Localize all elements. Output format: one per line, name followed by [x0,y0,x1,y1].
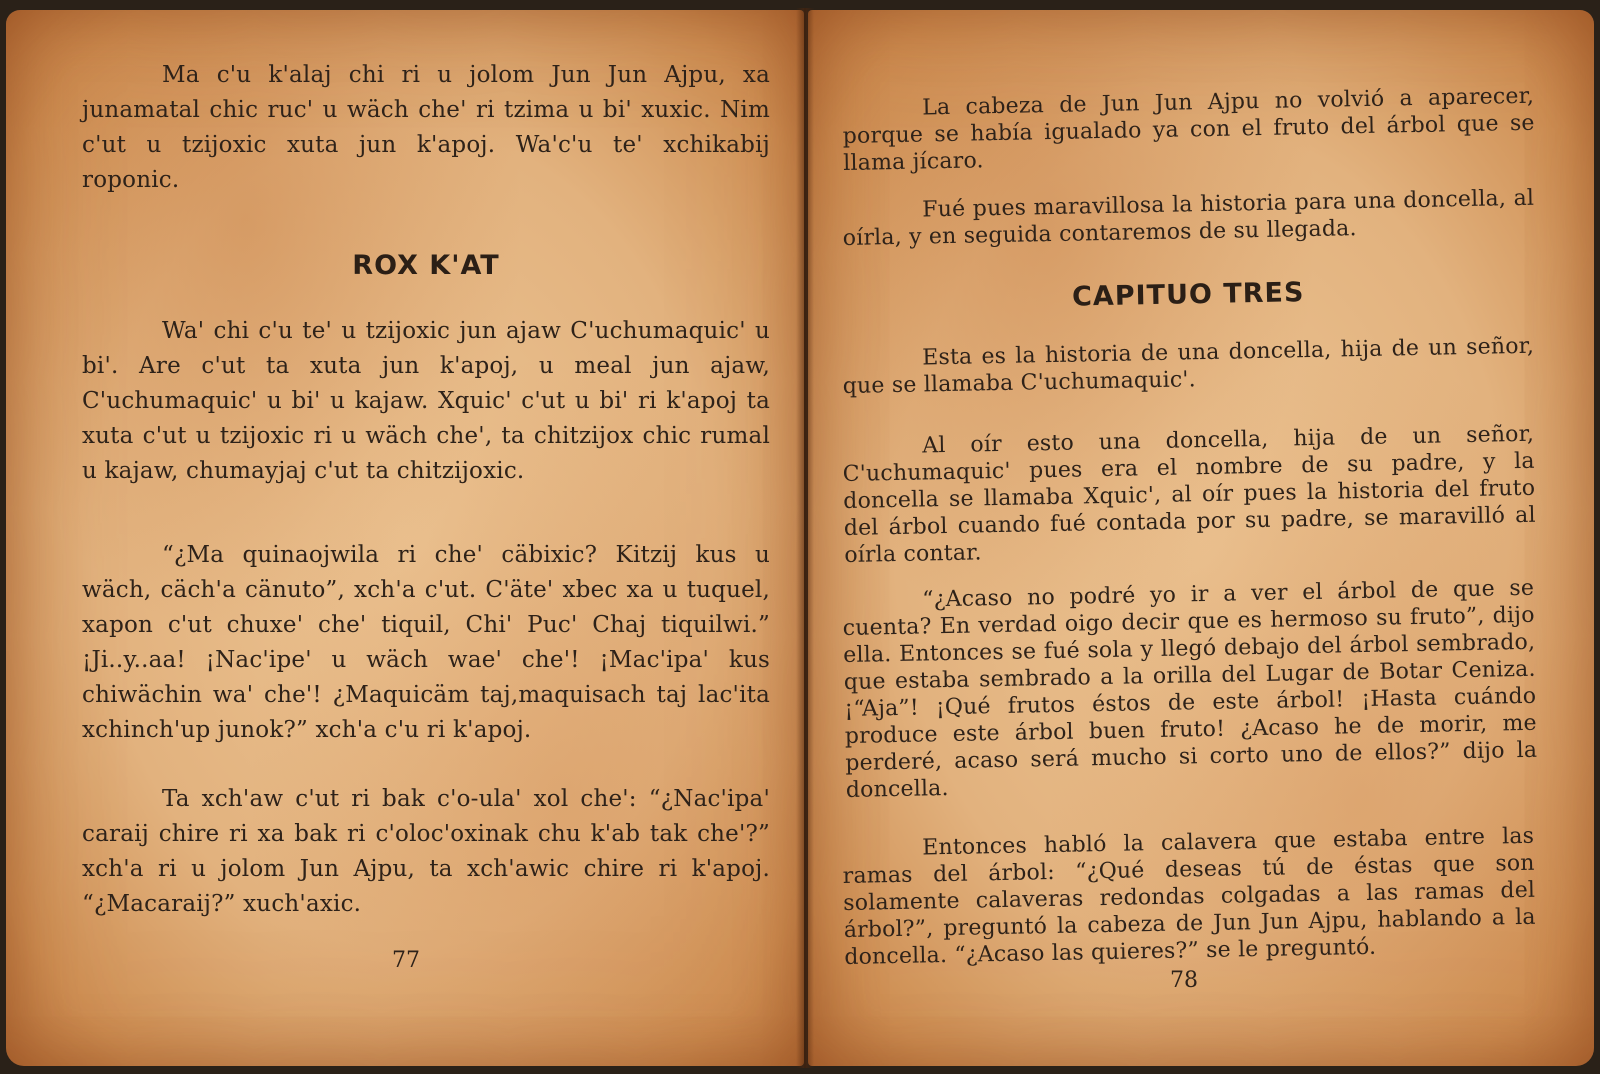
right-column-4 [842,421,1536,569]
right-column-3 [842,333,1535,400]
right-column-6 [842,823,1536,971]
left-page [6,10,804,1066]
right-paragraph-5: “¿Acaso no podré yo ir a ver el árbol de que se cuenta? En verdad oigo decir que es hermoso su fruto”, dijo ella. Entonces se fué sola y llegó debajo del árbol sembrado, que estaba sembrado a la orilla del Lugar de Botar Ceniza. ¡“Aja”! ¡Qué frutos éstos de este árbol! ¡Hasta cuándo produce este árbol buen fruto! ¿Acaso he de morir, me perderé, acaso será mucho si corto uno de ellos?” dijo la doncella. [842,575,1538,803]
book-gutter [796,8,814,1068]
left-paragraph-1: Ma c'u k'alaj chi ri u jolom Jun Jun Ajpu, xa junamatal chic ruc' u wäch che' ri tzima u bi' xuxic. Nim c'ut u tzijoxic xuta jun k'apoj. Wa'c'u te' xchikabij roponic. [82,62,770,193]
left-heading-block [82,250,770,281]
chapter-heading-left: ROX K'AT [352,250,500,281]
left-column [82,58,770,198]
right-column-2 [842,185,1535,252]
right-page [808,10,1594,1066]
chapter-heading-right: CAPITUO TRES [1071,277,1305,313]
left-column-4 [82,782,770,922]
page-number-right: 78 [1170,968,1198,993]
right-paragraph-2: Fué pues maravillosa la historia para una doncella, al oírla, y en seguida contaremos de su llegada. [842,185,1535,251]
right-paragraph-4: Al oír esto una doncella, hija de un señor, C'uchumaquic' pues era el nombre de su padre, y la doncella se llamaba Xquic', al oír pues la historia del fruto del árbol cuando fué contada por su padre, se maravilló al oírla contar. [842,421,1536,568]
left-column-3 [82,538,770,748]
page-number-left: 77 [392,948,420,973]
right-paragraph-6: Entonces habló la calavera que estaba entre las ramas del árbol: “¿Qué deseas tú de éstas que son solamente calaveras redondas colgadas a las ramas del árbol?”, preguntó la cabeza de Jun Jun Ajpu, hablando a la doncella. “¿Acaso las quieres?” se le preguntó. [842,823,1536,970]
right-column-5 [842,575,1538,804]
left-paragraph-4: Ta xch'aw c'ut ri bak c'o-ula' xol che': “¿Nac'ipa' caraij chire ri xa bak ri c'oloc'oxinak chu k'ab tak che'?” xch'a ri u jolom Jun Ajpu, ta xch'awic chire ri k'apoj. “¿Macaraij?” xuch'axic. [82,786,770,917]
left-column-2 [82,314,770,489]
left-paragraph-2: Wa' chi c'u te' u tzijoxic jun ajaw C'uchumaquic' u bi'. Are c'ut ta xuta jun k'apoj, u meal jun ajaw, C'uchumaquic' u bi' u kajaw. Xquic' c'ut u bi' ri k'apoj ta xuta c'ut u tzijoxic ri u wäch che', ta chitzijox chic rumal u kajaw, chumayjaj c'ut ta chitzijoxic. [82,318,770,484]
right-heading-block [842,273,1534,317]
right-paragraph-1: La cabeza de Jun Jun Ajpu no volvió a aparecer, porque se había igualado ya con el fruto del árbol que se llama jícaro. [842,83,1535,176]
left-paragraph-3: “¿Ma quinaojwila ri che' cäbixic? Kitzij kus u wäch, cäch'a cänuto”, xch'a c'ut. C'äte' xbec xa u tuquel, xapon c'ut chuxe' che' tiquil, Chi' Puc' Chaj tiquilwi.” ¡Ji..y..aa! ¡Nac'ipe' u wäch wae' che'! ¡Mac'ipa' kus chiwächin wa' che'! ¿Maquicäm taj,maquisach taj lac'ita xchinch'up junok?” xch'a c'u ri k'apoj. [82,542,770,743]
right-paragraph-3: Esta es la historia de una doncella, hija de un señor, que se llamaba C'uchumaquic'. [842,333,1535,399]
right-column-1 [842,83,1535,177]
